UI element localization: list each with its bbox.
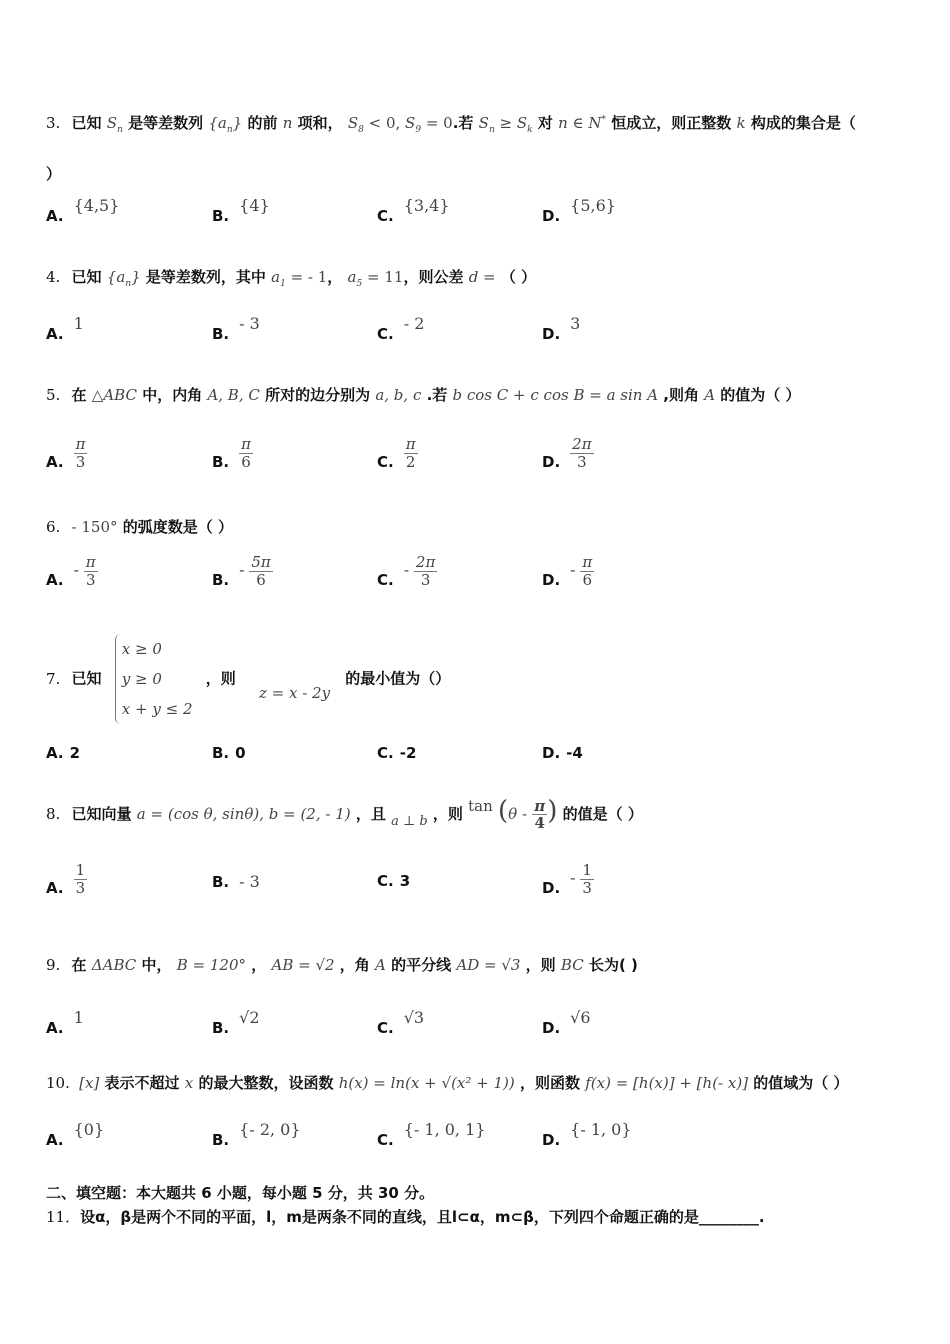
option-a xyxy=(46,314,84,343)
option-c xyxy=(377,314,425,343)
numerator: π xyxy=(241,435,251,453)
question-6 xyxy=(46,516,233,537)
option-value: - 2 xyxy=(403,314,425,333)
q9-text-6: 长为( ) xyxy=(588,956,638,974)
fraction xyxy=(580,862,594,896)
q3-eq0: = 0 xyxy=(421,114,453,132)
q5-text-3: 所对的边分别为 xyxy=(265,386,371,404)
question-number: 10. xyxy=(46,1074,70,1092)
option-value: {- 1, 0} xyxy=(570,1120,632,1139)
option-d xyxy=(542,196,616,225)
option-value: -4 xyxy=(566,744,583,762)
question-number: 5. xyxy=(46,386,61,404)
option-label: B. xyxy=(212,571,230,589)
q4-sub-5: 5 xyxy=(356,279,363,289)
q3-text-4: 项和， xyxy=(297,114,343,132)
option-label: C. xyxy=(377,453,394,471)
question-7 xyxy=(46,634,450,724)
option-a xyxy=(46,862,87,896)
q10-text-3: ，则函数 xyxy=(519,1074,580,1092)
fraction xyxy=(532,798,547,832)
q3-options xyxy=(46,196,906,236)
q8-math-theta: θ - xyxy=(508,805,528,823)
q3-text-3: 的前 xyxy=(247,114,278,132)
q3-text-5: .若 xyxy=(452,114,474,132)
q9-math-BC: BC xyxy=(560,956,584,974)
numerator: 1 xyxy=(582,861,592,879)
option-b xyxy=(212,314,260,343)
option-b xyxy=(212,1008,260,1037)
numerator: π xyxy=(75,435,86,453)
option-label: A. xyxy=(46,744,64,762)
q3-sub-8: 8 xyxy=(358,125,364,135)
q9-math-A: A xyxy=(375,956,386,974)
q3-math-S8: S xyxy=(347,114,359,132)
q4-math-a1: a xyxy=(271,268,281,286)
q9-math-B: B = 120° xyxy=(176,956,246,974)
q6-math-angle: - 150° xyxy=(71,518,118,536)
fraction xyxy=(414,554,437,588)
option-label: D. xyxy=(542,744,561,762)
option-a xyxy=(46,196,120,225)
denominator: 3 xyxy=(75,452,86,471)
q3-math-k: k xyxy=(736,114,746,132)
option-label: B. xyxy=(212,744,230,762)
option-c xyxy=(377,1008,425,1037)
q3-text-7: 恒成立，则正整数 xyxy=(611,114,732,132)
denominator: 6 xyxy=(241,452,251,471)
q3-text-2: 是等差数列 xyxy=(128,114,204,132)
constraint-3: x + y ≤ 2 xyxy=(121,700,193,718)
question-9 xyxy=(46,954,638,975)
q7-options xyxy=(46,734,906,774)
option-label: A. xyxy=(46,571,64,589)
q5-math-abc: a, b, c xyxy=(375,386,422,404)
option-value: {- 2, 0} xyxy=(239,1120,301,1139)
q8-text-1: 已知向量 xyxy=(71,805,132,823)
option-value: {0} xyxy=(73,1120,105,1139)
option-value: {3,4} xyxy=(403,196,450,215)
q9-text-1: 在 xyxy=(71,956,87,974)
option-value: {5,6} xyxy=(570,196,616,215)
q10-math-f: f(x) = [h(x)] + [h(- x)] xyxy=(585,1074,749,1092)
q4-options xyxy=(46,314,906,354)
question-number: 8. xyxy=(46,805,61,823)
option-label: B. xyxy=(212,873,230,891)
q8-options xyxy=(46,862,906,902)
option-d xyxy=(542,554,594,588)
option-label: A. xyxy=(46,1131,64,1149)
option-value: 2 xyxy=(69,744,81,762)
constraint-1: x ≥ 0 xyxy=(121,640,162,658)
q3-math-n: n xyxy=(282,114,293,132)
q7-math-z: z = x - 2y xyxy=(258,683,331,702)
numerator: π xyxy=(405,435,416,453)
fraction xyxy=(74,436,88,470)
q9-text-3: ，角 xyxy=(339,956,370,974)
option-d xyxy=(542,734,593,762)
q3-sub-n: n xyxy=(117,125,123,135)
q7-text-3: 的最小值为（） xyxy=(345,669,451,688)
question-number: 6. xyxy=(46,518,61,536)
option-a xyxy=(46,734,90,762)
numerator: 5π xyxy=(251,553,271,571)
option-b xyxy=(212,554,273,588)
q3-math-S: S xyxy=(106,114,118,132)
option-value: - 3 xyxy=(239,872,260,891)
q3-close-paren: ） xyxy=(46,165,62,183)
option-value: 0 xyxy=(235,744,246,762)
question-number: 7. xyxy=(46,669,61,688)
q3-math-S9: S xyxy=(405,114,416,132)
q9-text-5: ，则 xyxy=(525,956,556,974)
option-value: 1 xyxy=(73,1008,84,1027)
q3-sub-9: 9 xyxy=(415,125,422,135)
option-b xyxy=(212,436,253,470)
q5-math-ABC: A, B, C xyxy=(207,386,260,404)
q4-comma: ， xyxy=(327,268,343,286)
q3-text-1: 已知 xyxy=(71,114,102,132)
q8-math-vectors: a = (cos θ, sinθ), b = (2, - 1) xyxy=(136,805,351,823)
fraction xyxy=(249,554,272,588)
option-c xyxy=(377,436,418,470)
option-label: C. xyxy=(377,325,394,343)
question-number: 3. xyxy=(46,114,61,132)
option-a xyxy=(46,554,98,588)
option-value: 3 xyxy=(399,872,411,890)
option-label: B. xyxy=(212,207,230,225)
question-number: 11． xyxy=(46,1208,81,1226)
option-b xyxy=(212,1120,301,1149)
section-title: 二、填空题：本大题共 6 小题，每小题 5 分，共 30 分。 xyxy=(46,1184,435,1202)
q8-math-tan: tan xyxy=(468,797,493,815)
q3-sub-n3: n xyxy=(488,125,495,135)
option-a xyxy=(46,1120,105,1149)
q3-brace: } xyxy=(232,114,243,132)
q3-text-8: 构成的集合是（ xyxy=(750,114,856,132)
q3-sub-n2: n xyxy=(226,125,233,135)
option-label: C. xyxy=(377,1131,394,1149)
q5-math-A: A xyxy=(704,386,716,404)
question-3-tail xyxy=(46,163,61,184)
q4-math-a5: a xyxy=(347,268,357,286)
q3-geq: ≥ xyxy=(494,114,517,132)
option-label: C. xyxy=(377,1019,394,1037)
q8-math-perp: a ⊥ b xyxy=(391,814,428,829)
q8-text-3: ，则 xyxy=(432,805,463,823)
option-label: B. xyxy=(212,453,230,471)
option-c xyxy=(377,862,420,890)
question-number: 9. xyxy=(46,956,61,974)
numerator: 2π xyxy=(415,553,436,571)
constraint-2: y ≥ 0 xyxy=(121,670,162,688)
q5-math-triangle: △ABC xyxy=(91,386,137,404)
option-value: {4} xyxy=(239,196,270,215)
option-d xyxy=(542,1120,632,1149)
option-label: C. xyxy=(377,872,394,890)
denominator: 2 xyxy=(405,452,416,471)
question-3 xyxy=(46,112,856,135)
q10-text-2: 的最大整数，设函数 xyxy=(198,1074,334,1092)
numerator: π xyxy=(582,553,593,571)
constraint-system xyxy=(115,634,193,724)
q3-math-nN: n ∈ N xyxy=(558,114,602,132)
option-label: C. xyxy=(377,571,394,589)
option-label: B. xyxy=(212,325,230,343)
q3-sup-star: * xyxy=(601,115,607,125)
q3-math-Sk: S xyxy=(516,114,528,132)
option-value: {4,5} xyxy=(73,196,120,215)
option-c xyxy=(377,1120,486,1149)
option-value: 1 xyxy=(73,314,84,333)
option-b xyxy=(212,862,260,891)
q4-text-1: 已知 xyxy=(71,268,102,286)
denominator: 3 xyxy=(582,878,592,897)
option-label: B. xyxy=(212,1131,230,1149)
denominator: 6 xyxy=(582,570,593,589)
denominator: 3 xyxy=(85,570,96,589)
option-c xyxy=(377,734,426,762)
option-d xyxy=(542,862,594,896)
fraction xyxy=(239,436,253,470)
q4-text-3: ，则公差 xyxy=(403,268,464,286)
minus-sign: - xyxy=(570,868,576,887)
option-value: √6 xyxy=(570,1008,591,1027)
fraction xyxy=(404,436,418,470)
option-b xyxy=(212,734,256,762)
option-d xyxy=(542,436,594,470)
q10-math-x: x xyxy=(184,1074,194,1092)
numerator: π xyxy=(85,553,96,571)
denominator: 6 xyxy=(256,570,266,589)
option-label: D. xyxy=(542,325,561,343)
minus-sign: - xyxy=(570,560,576,579)
option-label: A. xyxy=(46,1019,64,1037)
q3-math-a: {a xyxy=(208,114,227,132)
option-label: C. xyxy=(377,207,394,225)
option-value: {- 1, 0, 1} xyxy=(403,1120,486,1139)
q3-sub-k: k xyxy=(527,125,533,135)
option-label: D. xyxy=(542,1131,561,1149)
q8-text-2: ，且 xyxy=(355,805,386,823)
q4-sub-1: 1 xyxy=(280,279,286,289)
option-c xyxy=(377,554,437,588)
question-5 xyxy=(46,384,801,405)
option-value: 3 xyxy=(570,314,581,333)
option-value: -2 xyxy=(399,744,417,762)
fraction xyxy=(570,436,593,470)
q9-math-triangle: ΔABC xyxy=(91,956,137,974)
q10-math-floor: [x] xyxy=(79,1074,100,1092)
q8-text-4: 的值是（ ） xyxy=(562,805,643,823)
q5-options xyxy=(46,436,906,476)
q6-text: 的弧度数是（ ） xyxy=(122,518,233,536)
q4-eq-11: = 11 xyxy=(362,268,404,286)
option-label: D. xyxy=(542,571,561,589)
minus-sign: - xyxy=(403,560,410,579)
numerator: 2π xyxy=(572,435,592,453)
question-8: 8. 已知向量 a = (cos θ, sinθ), b = (2, - 1) ，且 a ⊥ b ，则 tan (θ - $\frac{\pi}{4}$ ) 的值是（ ） xyxy=(46,796,643,832)
option-a xyxy=(46,436,87,470)
q9-math-AB: AB = √2 xyxy=(271,956,335,974)
option-value: √2 xyxy=(239,1008,260,1027)
option-label: D. xyxy=(542,453,561,471)
option-label: A. xyxy=(46,207,64,225)
minus-sign: - xyxy=(73,560,79,579)
q5-math-equation: b cos C + c cos B = a sin A xyxy=(452,386,659,404)
denominator: 3 xyxy=(75,878,86,897)
denominator: 3 xyxy=(420,570,431,589)
option-c xyxy=(377,196,450,225)
q9-comma: ， xyxy=(251,956,267,974)
option-value: - 3 xyxy=(239,314,260,333)
option-label: A. xyxy=(46,879,64,897)
option-label: A. xyxy=(46,453,64,471)
q5-text-4: .若 xyxy=(426,386,448,404)
q9-math-AD: AD = √3 xyxy=(456,956,521,974)
option-label: C. xyxy=(377,744,394,762)
option-b xyxy=(212,196,270,225)
numerator: π xyxy=(534,796,546,815)
option-label: D. xyxy=(542,207,561,225)
option-d xyxy=(542,1008,591,1037)
fraction xyxy=(580,554,594,588)
q6-options xyxy=(46,554,906,594)
q10-text-1: 表示不超过 xyxy=(104,1074,180,1092)
question-10 xyxy=(46,1072,849,1093)
option-a xyxy=(46,1008,84,1037)
option-d xyxy=(542,314,581,343)
q9-options xyxy=(46,1008,906,1048)
q10-text-4: 的值域为（ ） xyxy=(753,1074,849,1092)
q9-text-2: 中， xyxy=(141,956,172,974)
q10-options xyxy=(46,1120,906,1160)
q7-text-1: 已知 xyxy=(71,669,102,688)
question-number: 4. xyxy=(46,268,61,286)
q4-text-2: 是等差数列，其中 xyxy=(145,268,266,286)
q4-brace: } xyxy=(131,268,141,286)
q4-paren: （ ） xyxy=(500,268,537,286)
denominator: 4 xyxy=(534,814,545,832)
option-label: A. xyxy=(46,325,64,343)
q7-text-2: ，则 xyxy=(205,669,236,688)
option-label: D. xyxy=(542,879,561,897)
option-label: D. xyxy=(542,1019,561,1037)
q4-sub-n: n xyxy=(125,279,132,289)
minus-sign: - xyxy=(239,560,245,579)
numerator: 1 xyxy=(75,861,86,879)
denominator: 3 xyxy=(577,452,587,471)
q9-text-4: 的平分线 xyxy=(391,956,452,974)
q4-math-a: {a xyxy=(106,268,126,286)
q3-lt0: < 0, xyxy=(363,114,406,132)
q5-text-5: ,则角 xyxy=(663,386,699,404)
question-11 xyxy=(46,1206,906,1227)
q4-math-d: d = xyxy=(468,268,496,286)
option-label: B. xyxy=(212,1019,230,1037)
question-4 xyxy=(46,266,536,289)
q5-text-1: 在 xyxy=(71,386,87,404)
q3-math-Sn: S xyxy=(478,114,489,132)
q5-text-6: 的值为（ ） xyxy=(720,386,801,404)
option-value: √3 xyxy=(403,1008,425,1027)
q10-math-h: h(x) = ln(x + √(x² + 1)) xyxy=(338,1074,515,1092)
fraction xyxy=(74,862,88,896)
q4-eq-neg1: = - 1 xyxy=(285,268,328,286)
q5-text-2: 中，内角 xyxy=(142,386,203,404)
fraction xyxy=(84,554,98,588)
q11-text: 设α，β是两个不同的平面，l，m是两条不同的直线，且l⊂α，m⊂β，下列四个命题正确的是________. xyxy=(80,1208,765,1226)
q3-text-6: 对 xyxy=(537,114,553,132)
